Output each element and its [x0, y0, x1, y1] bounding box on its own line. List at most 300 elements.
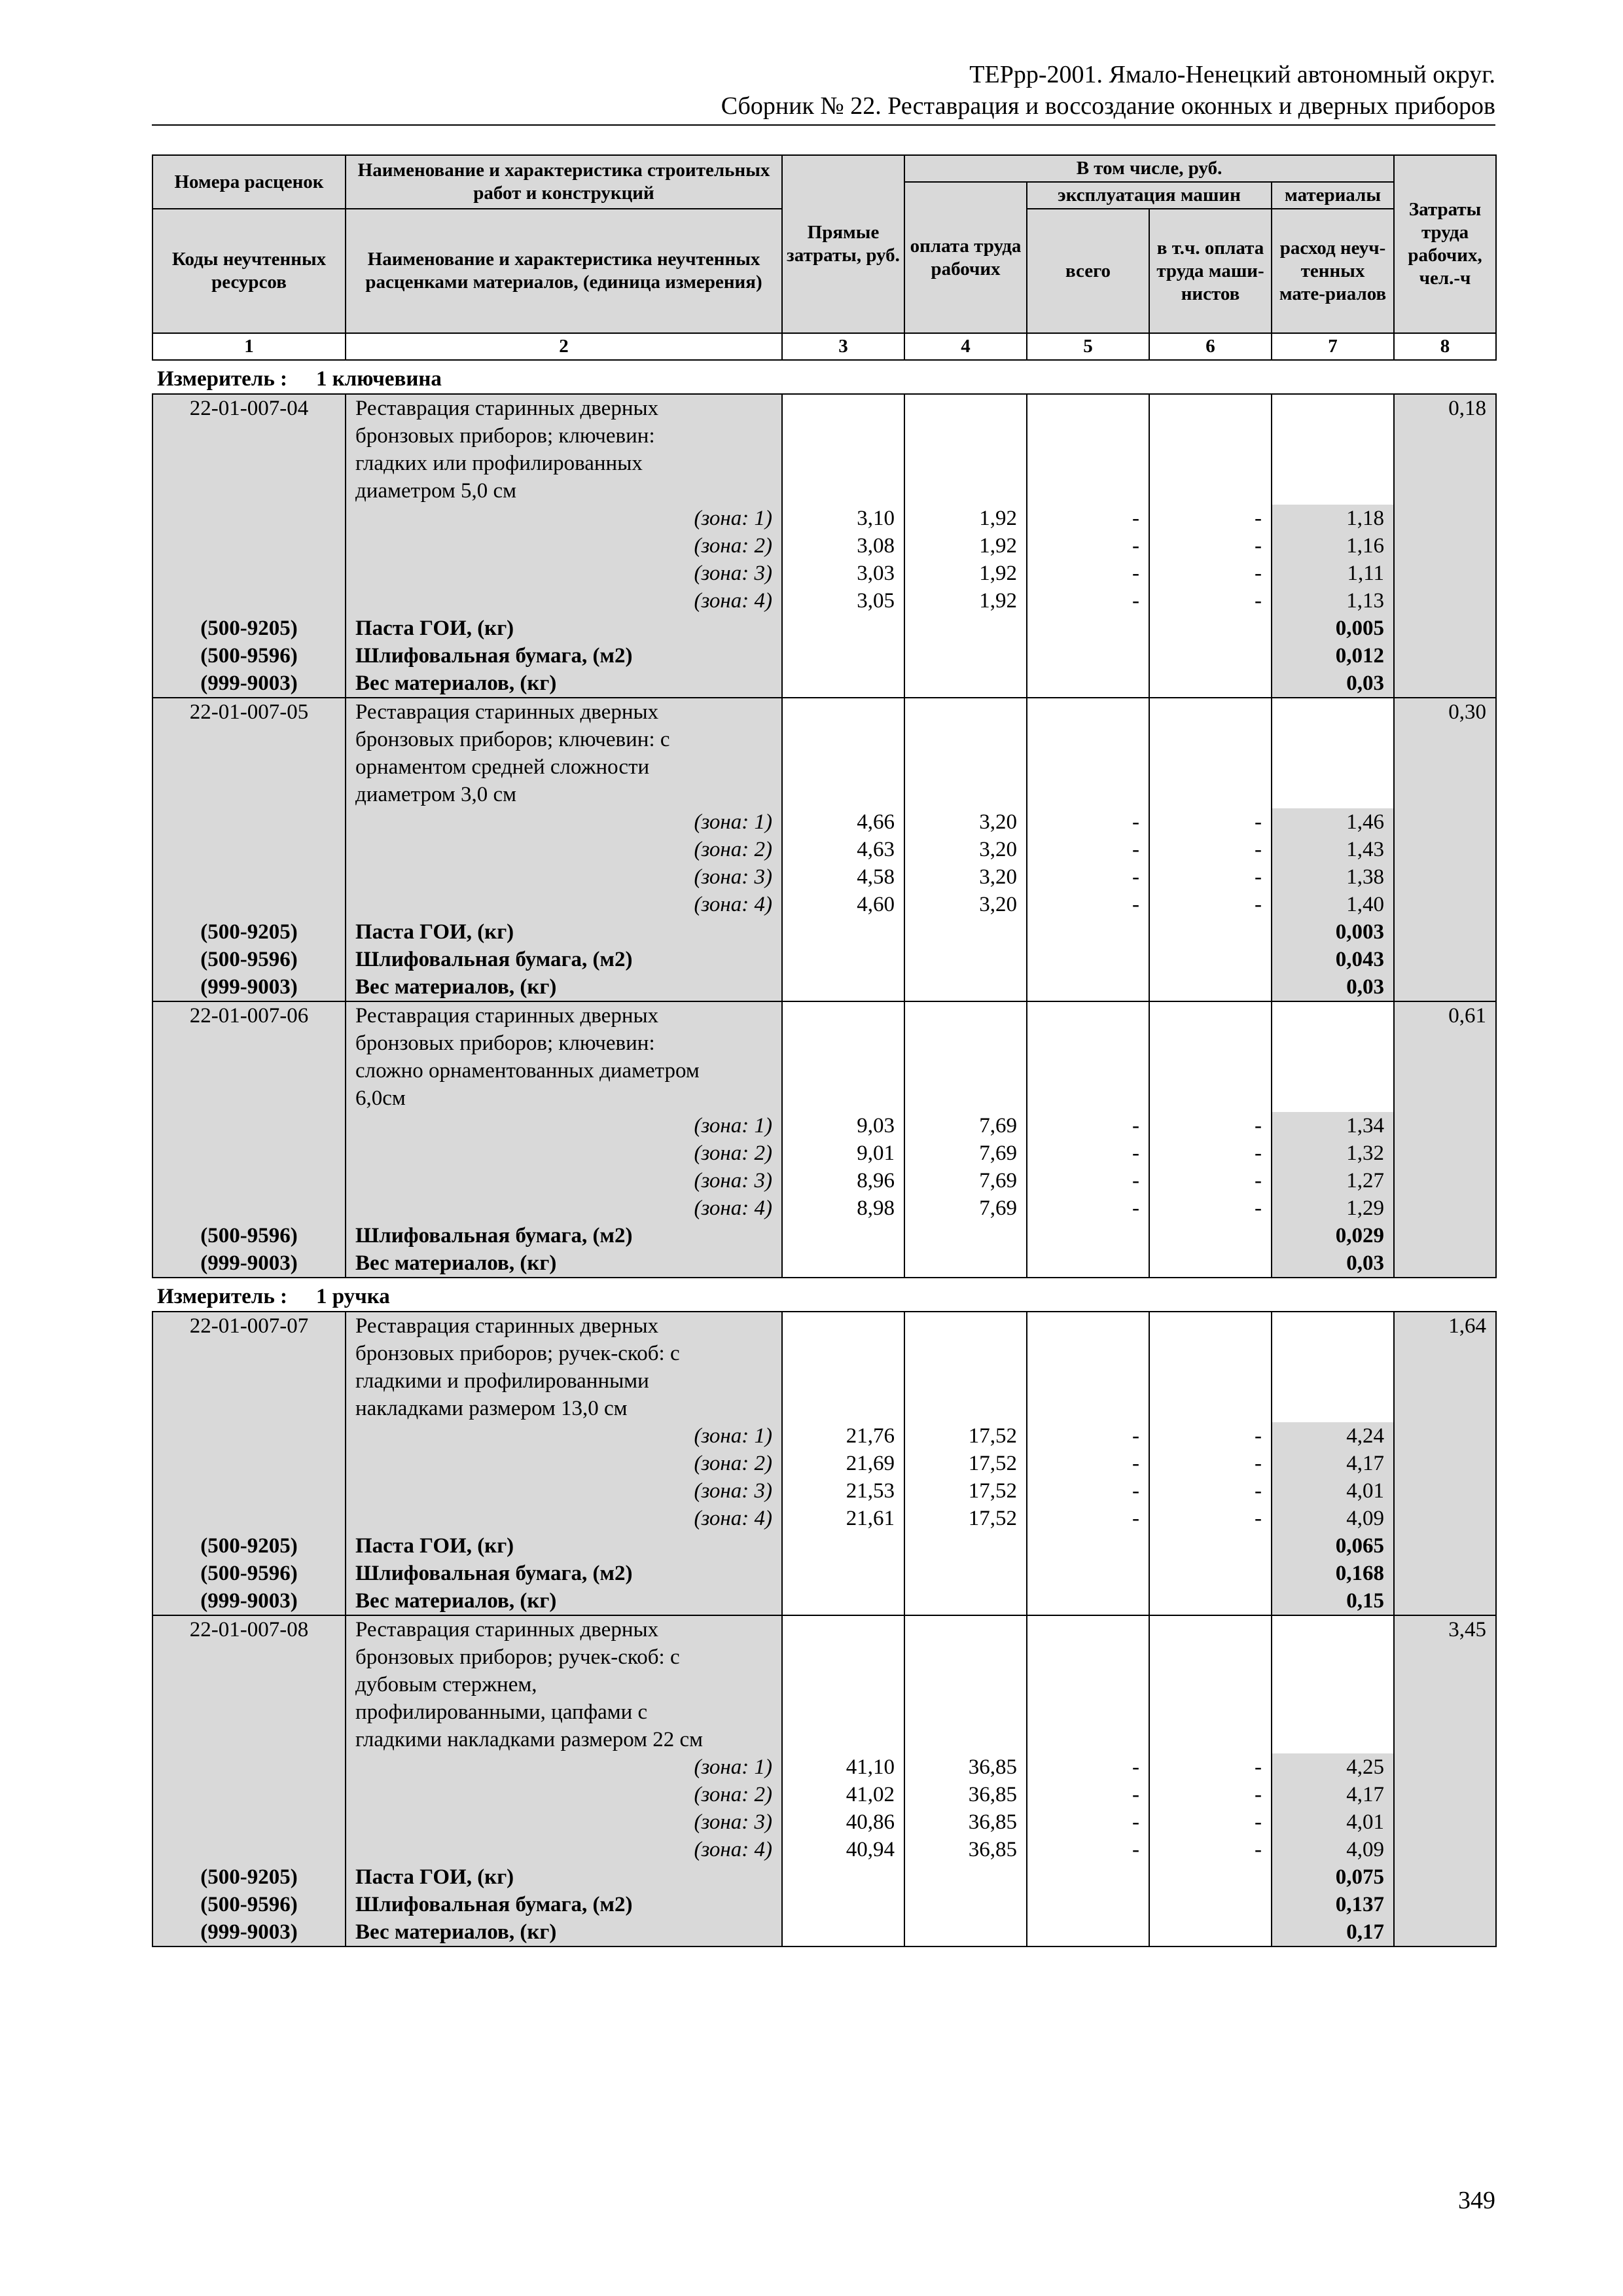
empty-cell [1149, 1643, 1272, 1671]
resource-name: Вес материалов, (кг) [346, 1587, 782, 1615]
empty-cell [782, 422, 904, 450]
empty-cell [904, 1249, 1027, 1278]
empty-cell [1394, 1560, 1496, 1587]
empty-cell [782, 1395, 904, 1422]
worker-wages: 1,92 [904, 587, 1027, 615]
col5-header: всего [1027, 209, 1149, 333]
empty-cell [782, 1057, 904, 1085]
table-row [152, 1030, 1496, 1057]
empty-cell [1027, 642, 1149, 670]
empty-cell [782, 973, 904, 1001]
resource-quantity: 0,043 [1272, 946, 1394, 973]
machines-total: - [1027, 891, 1149, 918]
work-description: орнаментом средней сложности [346, 753, 782, 781]
empty-cell [1394, 1030, 1496, 1057]
empty-cell [904, 1643, 1027, 1671]
empty-cell [1149, 1918, 1272, 1946]
group-table [152, 1311, 1497, 1947]
worker-wages: 17,52 [904, 1477, 1027, 1505]
machines-total: - [1027, 1139, 1149, 1167]
empty-cell [782, 698, 904, 726]
empty-cell [904, 1918, 1027, 1946]
zone-label: (зона: 3) [346, 560, 782, 587]
direct-costs: 4,66 [782, 808, 904, 836]
empty-cell [904, 1057, 1027, 1085]
materials-cost: 1,43 [1272, 836, 1394, 863]
empty-cell [1394, 781, 1496, 808]
labor-cost: 3,45 [1394, 1615, 1496, 1643]
empty-cell [1394, 477, 1496, 505]
empty-cell [1149, 1030, 1272, 1057]
work-description: Реставрация старинных дверных [346, 698, 782, 726]
empty-cell [1027, 726, 1149, 753]
materials-cost: 1,38 [1272, 863, 1394, 891]
empty-cell [782, 1560, 904, 1587]
empty-cell [1027, 1367, 1149, 1395]
empty-cell [1394, 1671, 1496, 1698]
machinist-wages: - [1149, 1781, 1272, 1808]
empty-cell [1394, 1753, 1496, 1781]
empty-cell [1027, 1615, 1149, 1643]
empty-cell [152, 1450, 346, 1477]
work-description: Реставрация старинных дверных [346, 1001, 782, 1030]
work-description: накладками размером 13,0 см [346, 1395, 782, 1422]
resource-row [152, 946, 1496, 973]
empty-cell [782, 1085, 904, 1112]
resource-row [152, 1863, 1496, 1891]
machines-total: - [1027, 1808, 1149, 1836]
empty-cell [1394, 1367, 1496, 1395]
empty-cell [1149, 1863, 1272, 1891]
empty-cell [1394, 836, 1496, 863]
empty-cell [782, 946, 904, 973]
materials-cost: 1,11 [1272, 560, 1394, 587]
empty-cell [1149, 918, 1272, 946]
empty-cell [1149, 615, 1272, 642]
zone-row [152, 1167, 1496, 1194]
empty-cell [1149, 1671, 1272, 1698]
empty-cell [1027, 1863, 1149, 1891]
empty-cell [152, 1836, 346, 1863]
table-row [152, 1312, 1496, 1340]
empty-cell [1149, 1891, 1272, 1918]
empty-cell [1394, 670, 1496, 698]
empty-cell [152, 422, 346, 450]
empty-cell [1149, 946, 1272, 973]
empty-cell [1394, 560, 1496, 587]
empty-cell [782, 1249, 904, 1278]
empty-cell [1394, 1085, 1496, 1112]
empty-cell [152, 532, 346, 560]
zone-label: (зона: 1) [346, 1112, 782, 1139]
empty-cell [782, 1643, 904, 1671]
materials-cost: 4,01 [1272, 1477, 1394, 1505]
table-row [152, 394, 1496, 422]
empty-cell [782, 1918, 904, 1946]
resource-quantity: 0,137 [1272, 1891, 1394, 1918]
worker-wages: 3,20 [904, 836, 1027, 863]
empty-cell [152, 1781, 346, 1808]
direct-costs: 3,05 [782, 587, 904, 615]
work-description: диаметром 5,0 см [346, 477, 782, 505]
empty-cell [1394, 1505, 1496, 1532]
work-description: Реставрация старинных дверных [346, 1312, 782, 1340]
table-row [152, 1643, 1496, 1671]
materials-header: материалы [1272, 182, 1394, 209]
work-description: профилированными, цапфами с [346, 1698, 782, 1726]
resource-name: Шлифовальная бумага, (м2) [346, 1222, 782, 1249]
empty-cell [1027, 753, 1149, 781]
empty-cell [904, 726, 1027, 753]
work-description: дубовым стержнем, [346, 1671, 782, 1698]
empty-cell [1027, 698, 1149, 726]
machinist-wages: - [1149, 1836, 1272, 1863]
empty-cell [1149, 1367, 1272, 1395]
resource-code: (500-9596) [152, 642, 346, 670]
worker-wages: 3,20 [904, 891, 1027, 918]
empty-cell [1394, 1587, 1496, 1615]
machinist-wages: - [1149, 505, 1272, 532]
empty-cell [1149, 477, 1272, 505]
empty-cell [1394, 1808, 1496, 1836]
empty-cell [1272, 1057, 1394, 1085]
empty-cell [152, 505, 346, 532]
price-table [152, 154, 1495, 1947]
empty-cell [1394, 753, 1496, 781]
table-row [152, 422, 1496, 450]
empty-cell [1394, 1340, 1496, 1367]
resource-row [152, 918, 1496, 946]
empty-cell [152, 1505, 346, 1532]
machines-total: - [1027, 836, 1149, 863]
machines-total: - [1027, 1450, 1149, 1477]
empty-cell [904, 1532, 1027, 1560]
work-description: сложно орнаментованных диаметром [346, 1057, 782, 1085]
empty-cell [904, 642, 1027, 670]
empty-cell [782, 1222, 904, 1249]
table-row [152, 1085, 1496, 1112]
empty-cell [1394, 1422, 1496, 1450]
empty-cell [782, 1671, 904, 1698]
empty-cell [904, 1395, 1027, 1422]
empty-cell [1149, 1587, 1272, 1615]
direct-costs: 9,01 [782, 1139, 904, 1167]
empty-cell [904, 1030, 1027, 1057]
machines-total: - [1027, 1836, 1149, 1863]
empty-cell [904, 1312, 1027, 1340]
measure-unit: 1 ключевина [316, 367, 442, 391]
col-number: 8 [1394, 333, 1496, 360]
empty-cell [1272, 1671, 1394, 1698]
resource-name: Паста ГОИ, (кг) [346, 615, 782, 642]
empty-cell [1027, 477, 1149, 505]
empty-cell [1394, 1249, 1496, 1278]
header-rule [152, 124, 1495, 126]
materials-cost: 1,27 [1272, 1167, 1394, 1194]
work-description: гладкими накладками размером 22 см [346, 1726, 782, 1753]
empty-cell [1394, 450, 1496, 477]
worker-wages: 36,85 [904, 1753, 1027, 1781]
resource-row [152, 1918, 1496, 1946]
work-description: бронзовых приборов; ключевин: с [346, 726, 782, 753]
resource-quantity: 0,168 [1272, 1560, 1394, 1587]
direct-costs: 8,98 [782, 1194, 904, 1222]
zone-row [152, 1112, 1496, 1139]
empty-cell [1394, 1532, 1496, 1560]
empty-cell [152, 1139, 346, 1167]
empty-cell [152, 1194, 346, 1222]
resource-quantity: 0,065 [1272, 1532, 1394, 1560]
table-row [152, 1057, 1496, 1085]
direct-costs: 3,03 [782, 560, 904, 587]
machines-total: - [1027, 808, 1149, 836]
resource-row [152, 615, 1496, 642]
empty-cell [152, 891, 346, 918]
empty-cell [1272, 698, 1394, 726]
empty-cell [1027, 1532, 1149, 1560]
empty-cell [782, 642, 904, 670]
zone-row [152, 1836, 1496, 1863]
worker-wages: 17,52 [904, 1450, 1027, 1477]
labor-cost: 1,64 [1394, 1312, 1496, 1340]
machinist-wages: - [1149, 532, 1272, 560]
table-row [152, 1395, 1496, 1422]
work-description: гладкими и профилированными [346, 1367, 782, 1395]
zone-label: (зона: 3) [346, 1167, 782, 1194]
zone-label: (зона: 3) [346, 1477, 782, 1505]
empty-cell [1394, 1863, 1496, 1891]
machinist-wages: - [1149, 560, 1272, 587]
materials-cost: 1,32 [1272, 1139, 1394, 1167]
empty-cell [1149, 1085, 1272, 1112]
empty-cell [152, 836, 346, 863]
resource-code: (500-9205) [152, 1863, 346, 1891]
empty-cell [904, 1085, 1027, 1112]
empty-cell [1394, 1112, 1496, 1139]
empty-cell [152, 1671, 346, 1698]
labor-cost: 0,18 [1394, 394, 1496, 422]
empty-cell [904, 1001, 1027, 1030]
table-row [152, 1367, 1496, 1395]
table-row [152, 698, 1496, 726]
measure-label: Измеритель : [157, 1285, 288, 1308]
resource-quantity: 0,17 [1272, 1918, 1394, 1946]
resource-row [152, 1560, 1496, 1587]
machines-total: - [1027, 587, 1149, 615]
materials-cost: 4,24 [1272, 1422, 1394, 1450]
zone-label: (зона: 2) [346, 532, 782, 560]
empty-cell [1394, 1057, 1496, 1085]
empty-cell [152, 1477, 346, 1505]
empty-cell [904, 1671, 1027, 1698]
measure-unit-line [152, 361, 1495, 393]
machinist-wages: - [1149, 1808, 1272, 1836]
resource-row [152, 1222, 1496, 1249]
work-description: гладких или профилированных [346, 450, 782, 477]
empty-cell [904, 1615, 1027, 1643]
direct-costs: 4,58 [782, 863, 904, 891]
resource-name: Вес материалов, (кг) [346, 670, 782, 698]
empty-cell [152, 808, 346, 836]
table-row [152, 1671, 1496, 1698]
table-row [152, 1001, 1496, 1030]
empty-cell [782, 450, 904, 477]
table-row [152, 1698, 1496, 1726]
empty-cell [904, 1222, 1027, 1249]
machinist-wages: - [1149, 1505, 1272, 1532]
zone-row [152, 1194, 1496, 1222]
empty-cell [1272, 1312, 1394, 1340]
empty-cell [1027, 1085, 1149, 1112]
machinist-wages: - [1149, 836, 1272, 863]
machines-total: - [1027, 1505, 1149, 1532]
empty-cell [1394, 1222, 1496, 1249]
machinist-wages: - [1149, 1422, 1272, 1450]
col8-header: Затраты труда рабочих, чел.-ч [1394, 155, 1496, 333]
empty-cell [1027, 1249, 1149, 1278]
table-row [152, 726, 1496, 753]
empty-cell [782, 1615, 904, 1643]
resource-quantity: 0,03 [1272, 1249, 1394, 1278]
rate-code: 22-01-007-06 [152, 1001, 346, 1030]
work-description: бронзовых приборов; ключевин: [346, 1030, 782, 1057]
materials-cost: 1,13 [1272, 587, 1394, 615]
resource-name: Шлифовальная бумага, (м2) [346, 946, 782, 973]
empty-cell [1027, 1918, 1149, 1946]
worker-wages: 7,69 [904, 1167, 1027, 1194]
worker-wages: 7,69 [904, 1139, 1027, 1167]
resource-row [152, 1891, 1496, 1918]
empty-cell [152, 753, 346, 781]
machinist-wages: - [1149, 1194, 1272, 1222]
resource-quantity: 0,012 [1272, 642, 1394, 670]
zone-label: (зона: 2) [346, 836, 782, 863]
empty-cell [1394, 946, 1496, 973]
materials-cost: 4,17 [1272, 1450, 1394, 1477]
empty-cell [782, 753, 904, 781]
empty-cell [1272, 1698, 1394, 1726]
zone-row [152, 560, 1496, 587]
work-description: 6,0см [346, 1085, 782, 1112]
empty-cell [1272, 1367, 1394, 1395]
col4-header: оплата труда рабочих [904, 182, 1027, 333]
machinist-wages: - [1149, 891, 1272, 918]
empty-cell [904, 1560, 1027, 1587]
col-number: 3 [782, 333, 904, 360]
empty-cell [1394, 918, 1496, 946]
empty-cell [904, 422, 1027, 450]
machines-total: - [1027, 532, 1149, 560]
empty-cell [152, 1030, 346, 1057]
empty-cell [152, 1057, 346, 1085]
col-number: 4 [904, 333, 1027, 360]
materials-cost: 1,46 [1272, 808, 1394, 836]
empty-cell [1149, 642, 1272, 670]
zone-label: (зона: 4) [346, 1194, 782, 1222]
resource-quantity: 0,029 [1272, 1222, 1394, 1249]
empty-cell [1027, 918, 1149, 946]
resource-code: (500-9205) [152, 918, 346, 946]
empty-cell [1027, 1587, 1149, 1615]
table-row [152, 753, 1496, 781]
col1-header-top: Номера расценок [152, 155, 346, 209]
empty-cell [904, 1340, 1027, 1367]
empty-cell [1027, 1030, 1149, 1057]
table-row [152, 1340, 1496, 1367]
empty-cell [1394, 1395, 1496, 1422]
resource-row [152, 1532, 1496, 1560]
empty-cell [1394, 1139, 1496, 1167]
resource-name: Шлифовальная бумага, (м2) [346, 1891, 782, 1918]
empty-cell [1272, 1340, 1394, 1367]
empty-cell [1149, 973, 1272, 1001]
empty-cell [904, 394, 1027, 422]
zone-row [152, 587, 1496, 615]
machinist-wages: - [1149, 808, 1272, 836]
resource-code: (500-9596) [152, 1891, 346, 1918]
direct-costs: 40,94 [782, 1836, 904, 1863]
rate-code: 22-01-007-05 [152, 698, 346, 726]
empty-cell [152, 1726, 346, 1753]
zone-row [152, 1422, 1496, 1450]
empty-cell [1394, 973, 1496, 1001]
zone-label: (зона: 4) [346, 891, 782, 918]
empty-cell [1149, 698, 1272, 726]
header-line-1: ТЕРрр-2001. Ямало-Ненецкий автономный округ. [969, 61, 1495, 88]
empty-cell [1027, 1698, 1149, 1726]
empty-cell [1027, 1057, 1149, 1085]
empty-cell [782, 1367, 904, 1395]
empty-cell [1027, 1643, 1149, 1671]
direct-costs: 21,53 [782, 1477, 904, 1505]
worker-wages: 7,69 [904, 1194, 1027, 1222]
empty-cell [1027, 1671, 1149, 1698]
direct-costs: 9,03 [782, 1112, 904, 1139]
worker-wages: 1,92 [904, 532, 1027, 560]
empty-cell [1149, 1001, 1272, 1030]
zone-label: (зона: 3) [346, 863, 782, 891]
empty-cell [782, 1030, 904, 1057]
direct-costs: 4,60 [782, 891, 904, 918]
machines-total: - [1027, 1422, 1149, 1450]
worker-wages: 3,20 [904, 808, 1027, 836]
resource-name: Вес материалов, (кг) [346, 1249, 782, 1278]
machinist-wages: - [1149, 1477, 1272, 1505]
resource-row [152, 1587, 1496, 1615]
empty-cell [152, 1643, 346, 1671]
resource-name: Паста ГОИ, (кг) [346, 918, 782, 946]
empty-cell [904, 1587, 1027, 1615]
zone-label: (зона: 1) [346, 505, 782, 532]
zone-row [152, 1753, 1496, 1781]
worker-wages: 36,85 [904, 1781, 1027, 1808]
materials-cost: 4,25 [1272, 1753, 1394, 1781]
running-header [721, 59, 1495, 122]
empty-cell [152, 1112, 346, 1139]
worker-wages: 36,85 [904, 1836, 1027, 1863]
worker-wages: 1,92 [904, 560, 1027, 587]
empty-cell [1272, 394, 1394, 422]
empty-cell [782, 1001, 904, 1030]
empty-cell [782, 726, 904, 753]
resource-code: (999-9003) [152, 1587, 346, 1615]
direct-costs: 3,08 [782, 532, 904, 560]
resource-row [152, 1249, 1496, 1278]
empty-cell [1149, 450, 1272, 477]
direct-costs: 41,02 [782, 1781, 904, 1808]
direct-costs: 41,10 [782, 1753, 904, 1781]
empty-cell [1027, 422, 1149, 450]
